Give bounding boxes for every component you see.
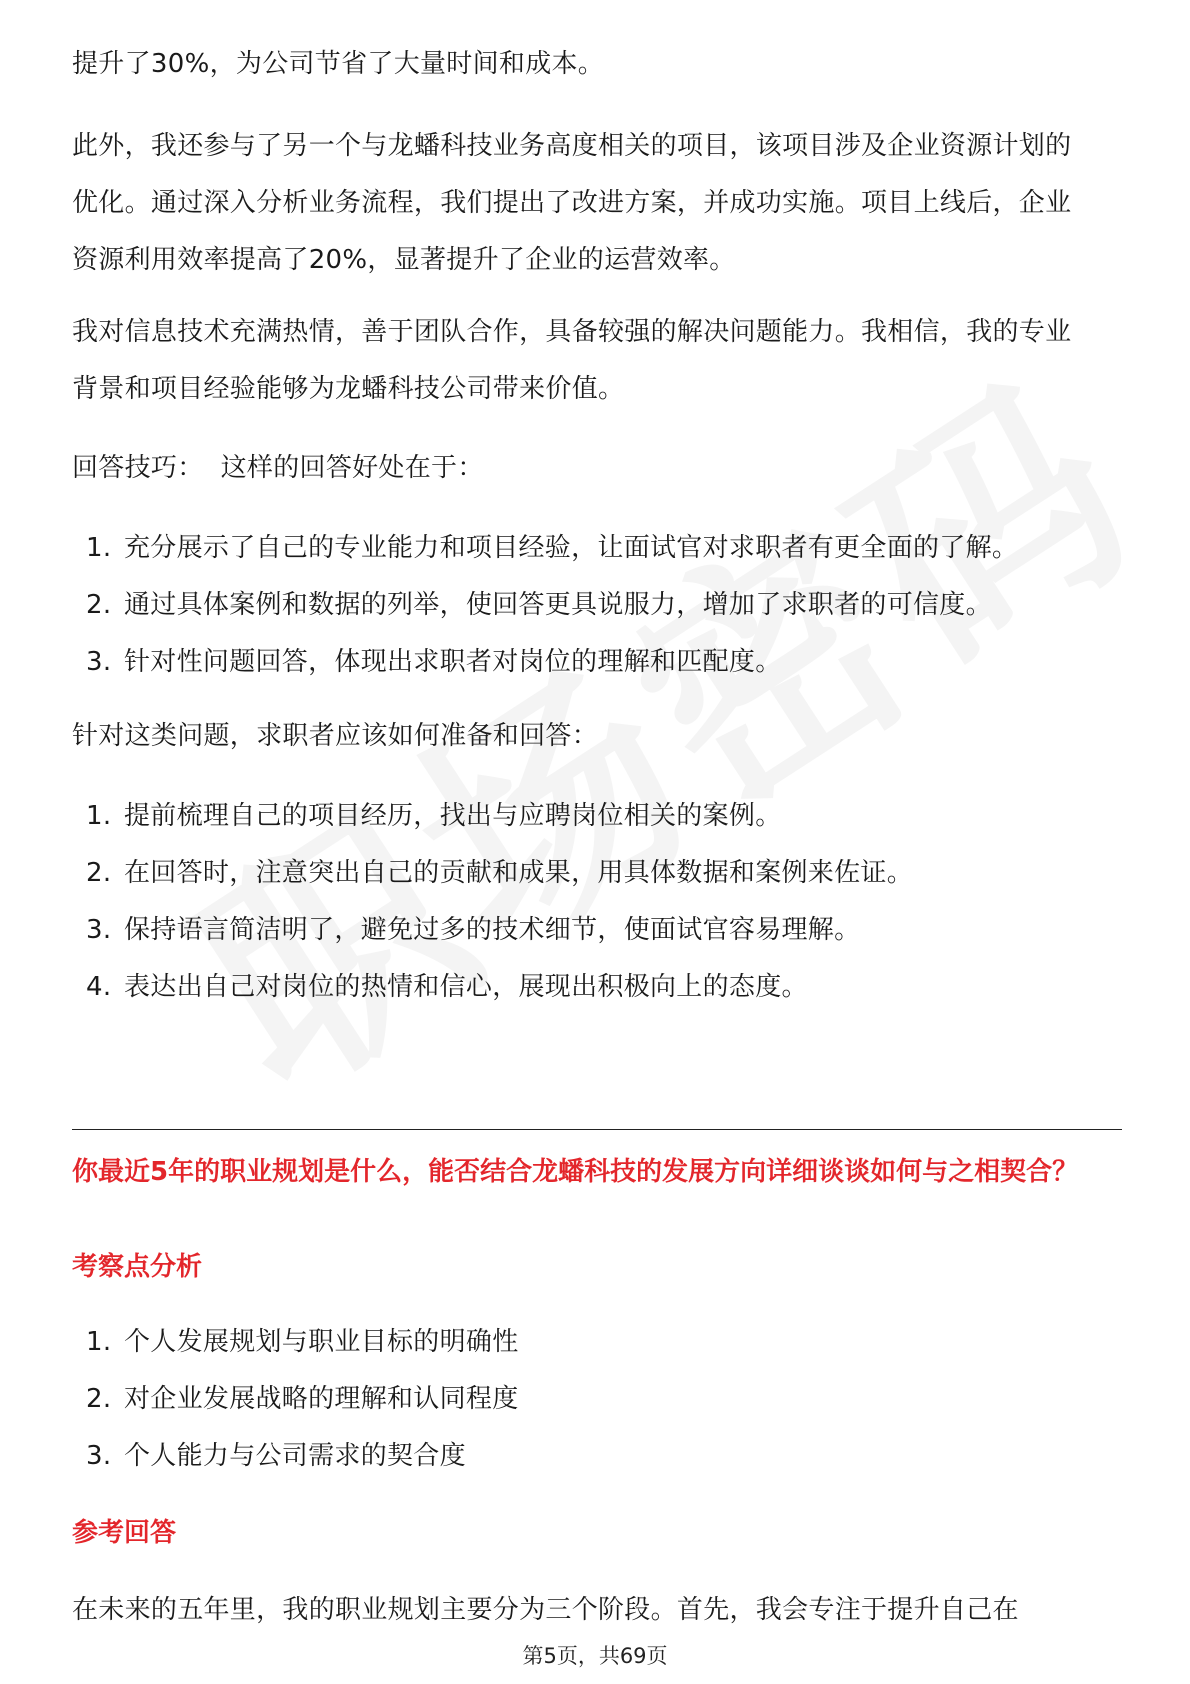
paragraph: 针对这类问题，求职者应该如何准备和回答：	[72, 721, 599, 751]
list-number: 4.	[86, 972, 112, 1002]
paragraph: 在未来的五年里，我的职业规划主要分为三个阶段。首先，我会专注于提升自己在	[72, 1595, 1019, 1625]
list-number: 3.	[86, 915, 112, 945]
paragraph: 我对信息技术充满热情，善于团队合作，具备较强的解决问题能力。我相信，我的专业背景和项目经验能够为龙蟠科技公司带来价值。	[72, 317, 1072, 404]
list-number: 1.	[86, 1327, 112, 1357]
question-title: 你最近5年的职业规划是什么，能否结合龙蟠科技的发展方向详细谈谈如何与之相契合？	[72, 1157, 1079, 1187]
list-item-text: 提前梳理自己的项目经历，找出与应聘岗位相关的案例。	[124, 801, 782, 831]
list-item-text: 个人能力与公司需求的契合度	[124, 1441, 466, 1471]
list-item	[72, 577, 1118, 634]
answer-heading: 参考回答	[72, 1518, 177, 1548]
section-divider	[72, 1129, 1122, 1130]
analysis-heading: 考察点分析	[72, 1252, 203, 1282]
paragraph: 此外，我还参与了另一个与龙蟠科技业务高度相关的项目，该项目涉及企业资源计划的优化。通过深入分析业务流程，我们提出了改进方案，并成功实施。项目上线后，企业资源利用效率提高了20%，显著提升了企业的运营效率。	[72, 131, 1072, 275]
list-number: 3.	[86, 647, 112, 677]
list-item	[72, 520, 1118, 577]
list-item-text: 个人发展规划与职业目标的明确性	[124, 1327, 519, 1357]
list-number: 2.	[86, 858, 112, 888]
list-item-text: 通过具体案例和数据的列举，使回答更具说服力，增加了求职者的可信度。	[124, 590, 992, 620]
list-item-text: 充分展示了自己的专业能力和项目经验，让面试官对求职者有更全面的了解。	[124, 533, 1019, 563]
list-item	[72, 788, 1118, 845]
tips-list	[72, 520, 1118, 691]
list-number: 2.	[86, 590, 112, 620]
list-number: 3.	[86, 1441, 112, 1471]
list-number: 1.	[86, 533, 112, 563]
page-number: 第5页，共69页	[522, 1644, 668, 1668]
list-item-text: 保持语言简洁明了，避免过多的技术细节，使面试官容易理解。	[124, 915, 861, 945]
paragraph: 提升了30%，为公司节省了大量时间和成本。	[72, 49, 605, 79]
list-item-text: 对企业发展战略的理解和认同程度	[124, 1384, 519, 1414]
list-number: 1.	[86, 801, 112, 831]
list-item	[72, 1371, 1118, 1428]
list-item-text: 在回答时，注意突出自己的贡献和成果，用具体数据和案例来佐证。	[124, 858, 914, 888]
list-item	[72, 1428, 1118, 1485]
list-item-text: 针对性问题回答，体现出求职者对岗位的理解和匹配度。	[124, 647, 782, 677]
list-item	[72, 959, 1118, 1016]
list-item	[72, 845, 1118, 902]
preparation-list	[72, 788, 1118, 1016]
list-item-text: 表达出自己对岗位的热情和信心，展现出积极向上的态度。	[124, 972, 808, 1002]
answer-tips-label: 回答技巧： 这样的回答好处在于：	[72, 453, 484, 483]
analysis-list	[72, 1314, 1118, 1485]
list-item	[72, 902, 1118, 959]
list-item	[72, 634, 1118, 691]
list-number: 2.	[86, 1384, 112, 1414]
list-item	[72, 1314, 1118, 1371]
